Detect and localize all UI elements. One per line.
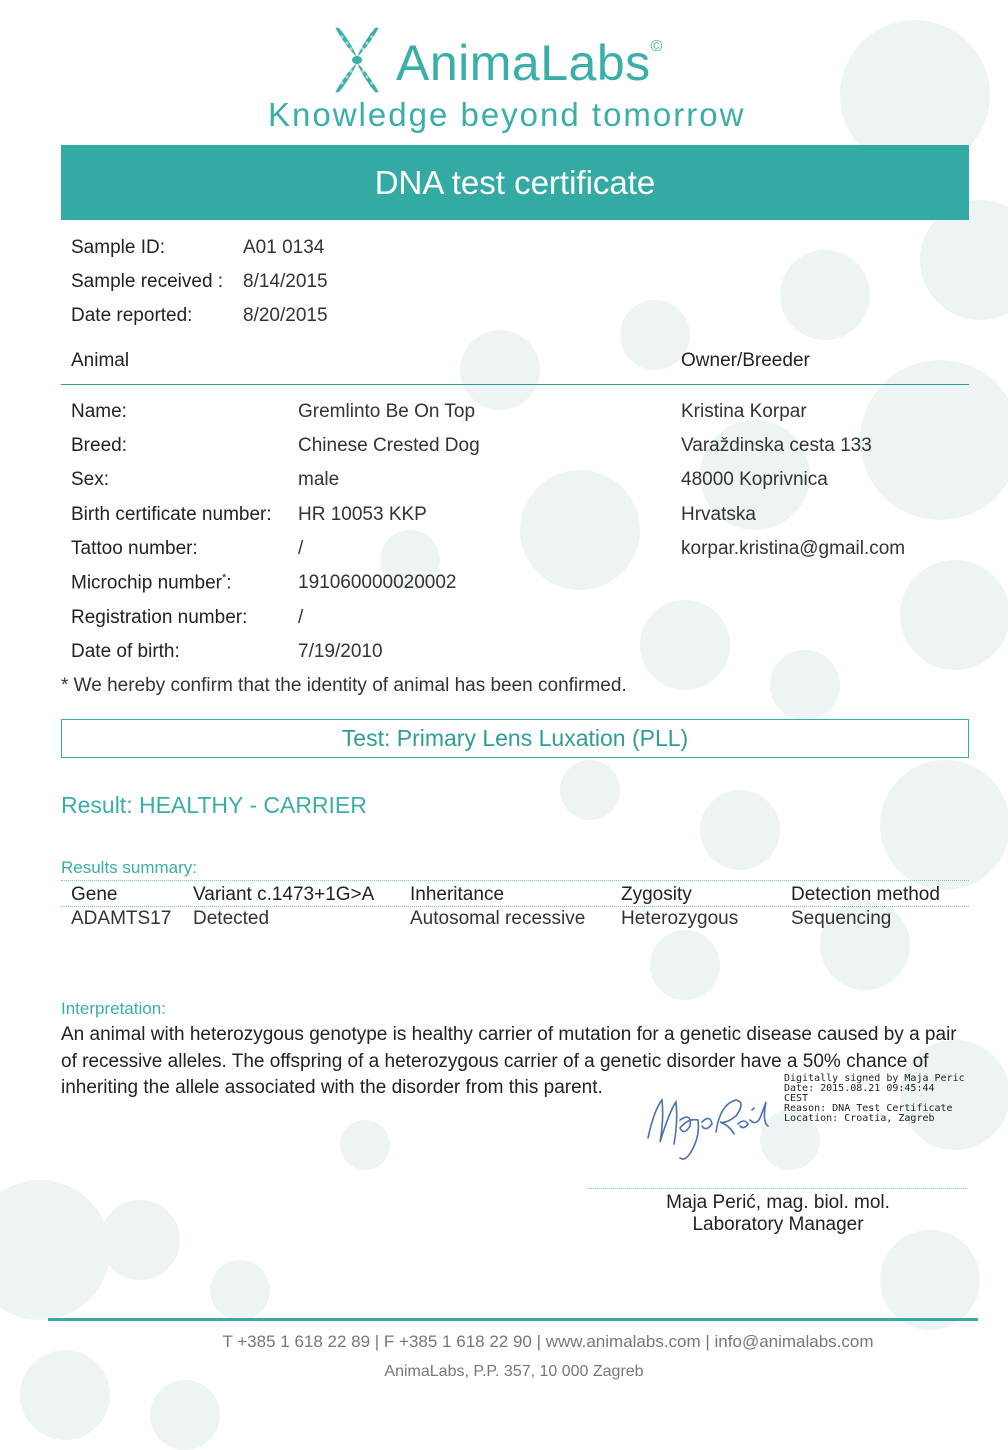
result-status: Result: HEALTHY - CARRIER [61, 792, 367, 818]
brand-name: AnimaLabs [396, 35, 651, 91]
cell-zygosity: Heterozygous [621, 908, 739, 929]
digital-signature-info [784, 1074, 965, 1124]
birth-certificate-value: HR 10053 KKP [298, 504, 427, 525]
tattoo-value: / [298, 538, 304, 559]
header-gene: Gene [71, 884, 118, 905]
name-label: Name: [71, 401, 127, 422]
test-name: Test: Primary Lens Luxation (PLL) [61, 719, 969, 758]
microchip-label-colon: : [226, 572, 232, 594]
date-reported-value: 8/20/2015 [243, 305, 328, 326]
owner-country: Hrvatska [681, 504, 756, 525]
date-reported-label: Date reported: [71, 305, 193, 326]
sample-id-label: Sample ID: [71, 237, 165, 258]
registration-value: / [298, 607, 304, 628]
footer-divider [48, 1318, 978, 1321]
sample-id-value: A01 0134 [243, 237, 325, 258]
signature-line [588, 1188, 968, 1189]
cell-inheritance: Autosomal recessive [410, 908, 586, 929]
cell-variant: Detected [193, 908, 270, 929]
section-divider [61, 384, 969, 385]
footer-address: AnimaLabs, P.P. 357, 10 000 Zagreb [384, 1363, 644, 1380]
footer-contacts: T +385 1 618 22 89 | F +385 1 618 22 90 | www.animalabs.com | info@animalabs.com [222, 1332, 874, 1351]
sex-label: Sex: [71, 469, 110, 490]
copyright-mark: © [650, 38, 663, 55]
sig-timezone: CEST [784, 1093, 809, 1104]
registration-label: Registration number: [71, 607, 248, 628]
sample-received-value: 8/14/2015 [243, 271, 328, 292]
microchip-footnote-mark: * [222, 572, 227, 584]
owner-city: 48000 Koprivnica [681, 469, 828, 490]
sig-location: Location: Croatia, Zagreb [784, 1113, 935, 1124]
dna-chromosome-icon [330, 27, 384, 93]
breed-label: Breed: [71, 435, 127, 456]
table-header-rule [61, 906, 969, 907]
owner-name: Kristina Korpar [681, 401, 807, 422]
interpretation-body: An animal with heterozygous genotype is healthy carrier of mutation for a genetic disease caused by a pair of recessive alleles. The offspring of a heterozygous carrier of a genetic disorder have a 50% chance of inheriting the allele associated with the disorder from this parent. [61, 1024, 957, 1098]
sig-signed-by: Digitally signed by Maja Peric [784, 1073, 965, 1084]
owner-section-heading: Owner/Breeder [681, 350, 810, 371]
header-inheritance: Inheritance [410, 884, 505, 905]
date-of-birth-value: 7/19/2010 [298, 641, 383, 662]
sex-value: male [298, 469, 340, 490]
tagline: Knowledge beyond tomorrow [268, 96, 746, 133]
handwritten-signature [640, 1080, 790, 1170]
sig-date: Date: 2015.08.21 09:45:44 [784, 1083, 935, 1094]
breed-value: Chinese Crested Dog [298, 435, 480, 456]
name-value: Gremlinto Be On Top [298, 401, 476, 422]
sig-reason: Reason: DNA Test Certificate [784, 1103, 953, 1114]
owner-email: korpar.kristina@gmail.com [681, 538, 906, 559]
tattoo-label: Tattoo number: [71, 538, 198, 559]
identity-note: * We hereby confirm that the identity of animal has been confirmed. [61, 675, 627, 696]
header-variant: Variant c.1473+1G>A [193, 884, 375, 905]
date-of-birth-label: Date of birth: [71, 641, 180, 662]
interpretation-title: Interpretation: [61, 999, 166, 1018]
cell-gene: ADAMTS17 [71, 908, 172, 929]
signatory-name: Maja Perić, mag. biol. mol. [666, 1192, 890, 1213]
owner-street: Varaždinska cesta 133 [681, 435, 872, 456]
signatory-role: Laboratory Manager [692, 1214, 864, 1235]
sample-received-label: Sample received : [71, 271, 224, 292]
header-detection-method: Detection method [791, 884, 940, 905]
certificate-title: DNA test certificate [61, 145, 969, 220]
cell-detection-method: Sequencing [791, 908, 892, 929]
table-top-rule [61, 880, 969, 881]
microchip-label [71, 572, 232, 594]
birth-certificate-label: Birth certificate number: [71, 504, 272, 525]
results-summary-title: Results summary: [61, 858, 198, 877]
header-zygosity: Zygosity [621, 884, 692, 905]
microchip-label-text: Microchip number [71, 572, 222, 594]
brand-logo [396, 34, 663, 92]
animal-section-heading: Animal [71, 350, 130, 371]
microchip-value: 191060000020002 [298, 572, 457, 593]
